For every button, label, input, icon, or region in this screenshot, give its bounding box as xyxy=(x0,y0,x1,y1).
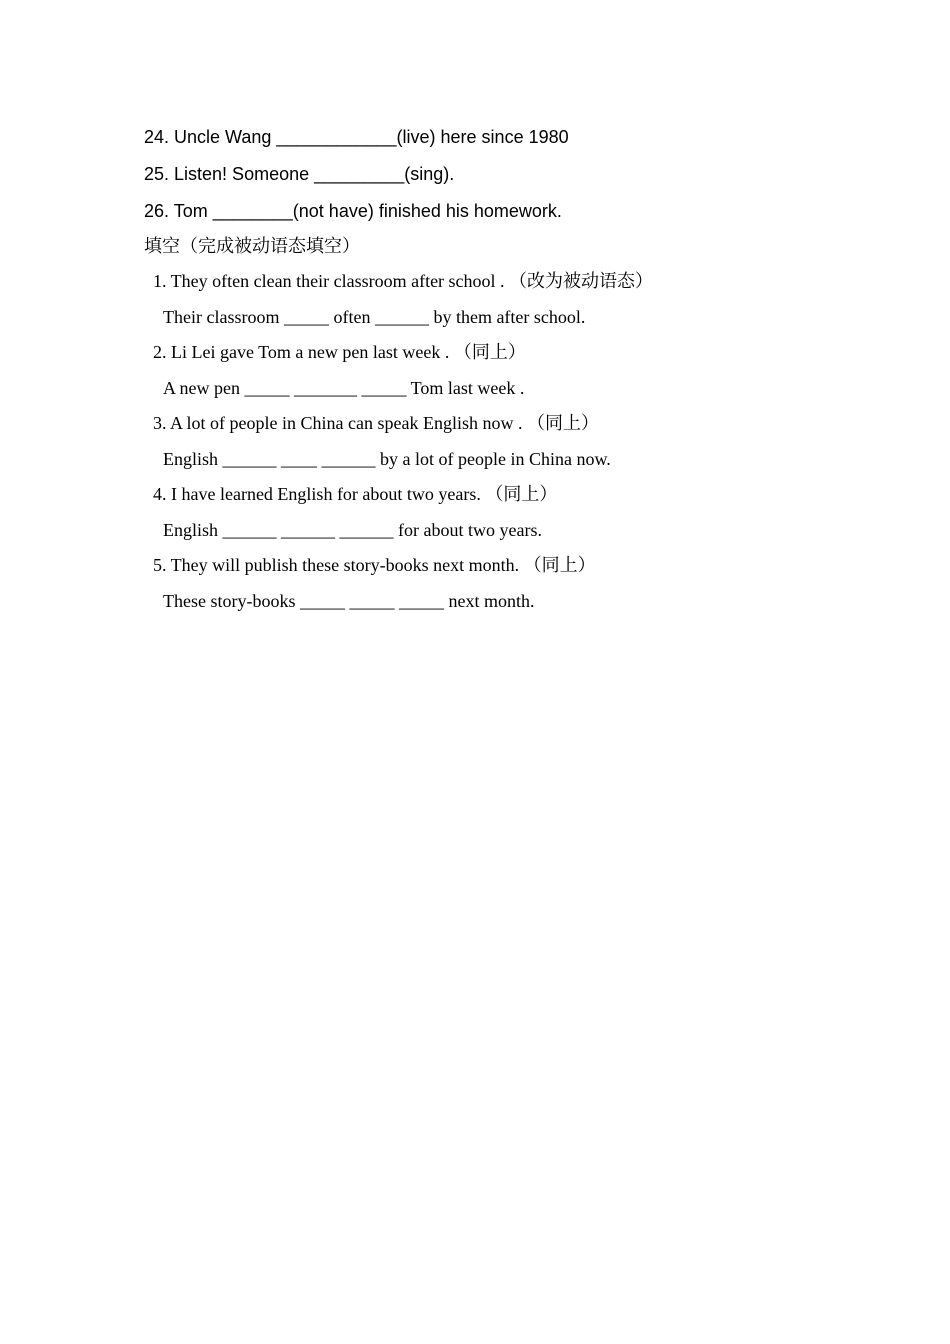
section-heading: 填空（完成被动语态填空） xyxy=(144,236,360,257)
question-25: 25. Listen! Someone _________(sing). xyxy=(144,164,455,184)
passive-question-5: 5. They will publish these story-books next month. （同上） xyxy=(153,555,596,575)
passive-answer-2: A new pen _____ _______ _____ Tom last week . xyxy=(163,378,525,398)
question-24: 24. Uncle Wang ____________(live) here since 1980 xyxy=(144,127,569,147)
passive-question-1: 1. They often clean their classroom after school . （改为被动语态） xyxy=(153,271,654,291)
passive-question-3: 3. A lot of people in China can speak English now . （同上） xyxy=(153,413,599,433)
passive-answer-5: These story-books _____ _____ _____ next month. xyxy=(163,591,535,611)
passive-question-4: 4. I have learned English for about two years. （同上） xyxy=(153,484,558,504)
passive-answer-4: English ______ ______ ______ for about two years. xyxy=(163,520,542,540)
passive-question-2: 2. Li Lei gave Tom a new pen last week . （同上） xyxy=(153,342,526,362)
passive-answer-3: English ______ ____ ______ by a lot of people in China now. xyxy=(163,449,611,469)
question-26: 26. Tom ________(not have) finished his homework. xyxy=(144,201,562,221)
passive-answer-1: Their classroom _____ often ______ by them after school. xyxy=(163,307,586,327)
